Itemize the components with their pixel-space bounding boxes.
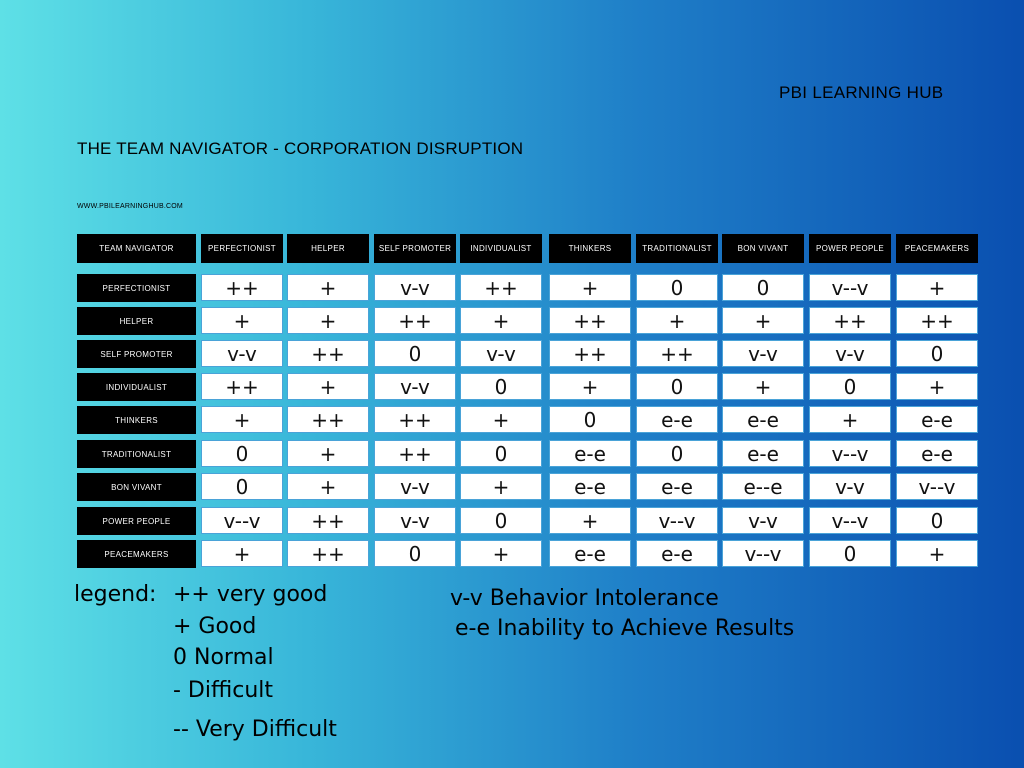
legend-label: legend: [74,582,157,607]
table-cell: + [460,406,542,433]
table-cell: v-v [201,340,283,367]
table-cell: v-v [460,340,542,367]
website-url: WWW.PBILEARNINGHUB.COM [77,203,183,210]
table-cell: 0 [722,274,804,301]
table-cell: ++ [287,340,369,367]
legend-inability-results: e-e Inability to Achieve Results [455,616,795,641]
table-cell: e-e [549,473,631,500]
table-cell: v-v [374,373,456,400]
table-cell: v--v [809,440,891,467]
table-cell: + [201,406,283,433]
row-label: POWER PEOPLE [77,507,196,535]
table-cell: 0 [549,406,631,433]
table-cell: + [287,473,369,500]
table-cell: ++ [201,274,283,301]
row-label: INDIVIDUALIST [77,373,196,401]
table-cell: + [549,373,631,400]
table-cell: + [809,406,891,433]
table-cell: v-v [809,340,891,367]
brand-name: PBI LEARNING HUB [779,83,944,102]
column-header: INDIVIDUALIST [460,234,542,263]
table-cell: v--v [809,507,891,534]
table-cell: ++ [549,307,631,334]
row-label: SELF PROMOTER [77,340,196,368]
table-cell: 0 [201,473,283,500]
table-cell: v--v [896,473,978,500]
table-cell: + [722,373,804,400]
table-cell: ++ [636,340,718,367]
table-cell: v-v [374,507,456,534]
legend-item-difficult: - Difficult [173,678,274,703]
table-cell: e-e [896,440,978,467]
table-cell: + [896,373,978,400]
table-cell: + [460,473,542,500]
table-cell: ++ [287,507,369,534]
table-cell: + [549,274,631,301]
column-header: SELF PROMOTER [374,234,456,263]
table-cell: ++ [287,540,369,567]
table-cell: e-e [636,540,718,567]
table-cell: ++ [374,307,456,334]
table-cell: + [636,307,718,334]
row-label: HELPER [77,307,196,335]
row-label: BON VIVANT [77,473,196,501]
table-cell: ++ [549,340,631,367]
table-cell: 0 [460,373,542,400]
page-title: THE TEAM NAVIGATOR - CORPORATION DISRUPTION [77,139,524,158]
row-label: PERFECTIONIST [77,274,196,302]
row-label: THINKERS [77,406,196,434]
table-cell: 0 [636,440,718,467]
column-header: PEACEMAKERS [896,234,978,263]
row-label: TRADITIONALIST [77,440,196,468]
table-cell: 0 [896,340,978,367]
table-cell: v--v [722,540,804,567]
table-cell: e-e [549,540,631,567]
table-cell: + [201,540,283,567]
header-team-navigator: TEAM NAVIGATOR [77,234,196,263]
table-cell: 0 [201,440,283,467]
table-cell: + [549,507,631,534]
table-cell: 0 [809,373,891,400]
table-cell: v-v [722,340,804,367]
table-cell: + [896,540,978,567]
table-cell: 0 [636,373,718,400]
table-cell: v--v [636,507,718,534]
table-cell: + [287,274,369,301]
table-cell: v-v [722,507,804,534]
legend-item-very-good: ++ very good [173,582,328,607]
table-cell: 0 [896,507,978,534]
table-cell: e-e [636,406,718,433]
table-cell: + [287,373,369,400]
column-header: POWER PEOPLE [809,234,891,263]
table-cell: ++ [374,440,456,467]
table-cell: v--v [201,507,283,534]
column-header: TRADITIONALIST [636,234,718,263]
column-header: PERFECTIONIST [201,234,283,263]
table-cell: 0 [374,340,456,367]
table-cell: 0 [374,540,456,567]
table-cell: ++ [374,406,456,433]
table-cell: e-e [896,406,978,433]
table-cell: + [287,440,369,467]
table-cell: e-e [722,406,804,433]
column-header: BON VIVANT [722,234,804,263]
column-header: HELPER [287,234,369,263]
table-cell: + [896,274,978,301]
table-cell: + [201,307,283,334]
table-cell: e--e [722,473,804,500]
legend-item-normal: 0 Normal [173,645,274,670]
table-cell: e-e [549,440,631,467]
legend-item-very-difficult: -- Very Difficult [173,717,337,742]
table-cell: + [287,307,369,334]
table-cell: v-v [374,473,456,500]
table-cell: + [460,540,542,567]
table-cell: 0 [460,507,542,534]
table-cell: ++ [896,307,978,334]
row-label: PEACEMAKERS [77,540,196,568]
table-cell: 0 [809,540,891,567]
table-cell: + [722,307,804,334]
table-cell: v-v [809,473,891,500]
table-cell: v--v [809,274,891,301]
table-cell: 0 [636,274,718,301]
table-cell: ++ [287,406,369,433]
table-cell: + [460,307,542,334]
column-header: THINKERS [549,234,631,263]
table-cell: v-v [374,274,456,301]
table-cell: ++ [460,274,542,301]
table-cell: e-e [636,473,718,500]
legend-behavior-intolerance: v-v Behavior Intolerance [450,586,719,611]
table-cell: ++ [201,373,283,400]
legend-item-good: + Good [173,614,257,639]
table-cell: ++ [809,307,891,334]
table-cell: 0 [460,440,542,467]
table-cell: e-e [722,440,804,467]
